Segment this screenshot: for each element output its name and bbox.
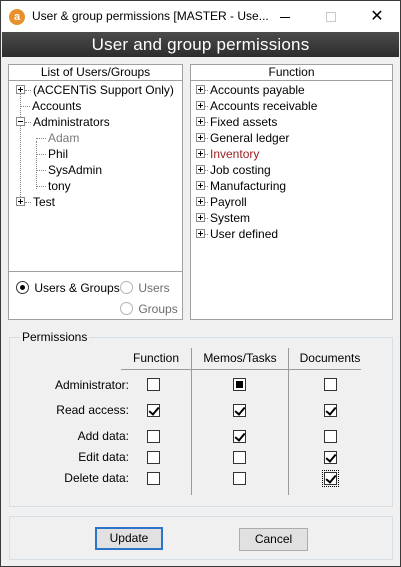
checkbox-delete-memos[interactable] — [233, 472, 246, 485]
tree-node-label: tony — [48, 179, 71, 193]
function-job-costing[interactable]: Job costing — [196, 162, 271, 178]
filter-radio-area — [9, 271, 182, 319]
expand-plus-icon[interactable] — [196, 229, 205, 238]
tree-node-label: SysAdmin — [48, 163, 103, 177]
checkbox-add-function[interactable] — [147, 430, 160, 443]
function-manufacturing[interactable]: Manufacturing — [196, 178, 286, 194]
expand-plus-icon[interactable] — [196, 181, 205, 190]
function-tree — [191, 81, 392, 319]
row-label-delete-data: Delete data: — [64, 471, 129, 485]
checkbox-read-memos[interactable] — [233, 404, 246, 417]
row-label-administrator: Administrator: — [54, 378, 129, 392]
function-payroll[interactable]: Payroll — [196, 194, 247, 210]
tree-node-label: Adam — [48, 131, 80, 145]
function-accounts-receivable[interactable]: Accounts receivable — [196, 98, 317, 114]
expand-plus-icon[interactable] — [196, 133, 205, 142]
expand-plus-icon[interactable] — [196, 165, 205, 174]
radio-label: Users — [138, 281, 170, 295]
tree-node-administrators[interactable] — [16, 114, 110, 130]
row-label-read-access: Read access: — [56, 403, 129, 417]
permissions-group-title: Permissions — [22, 330, 88, 344]
function-system[interactable]: System — [196, 210, 250, 226]
tree-node-label: Phil — [48, 147, 69, 161]
radio-unselected-icon[interactable] — [120, 302, 133, 315]
users-groups-heading: List of Users/Groups — [9, 65, 182, 81]
function-panel — [190, 64, 393, 320]
checkbox-administrator-function[interactable] — [147, 378, 160, 391]
radio-groups[interactable] — [120, 302, 178, 316]
checkbox-edit-function[interactable] — [147, 451, 160, 464]
radio-unselected-icon[interactable] — [120, 281, 133, 294]
users-tree — [9, 81, 182, 281]
column-header-memos-tasks: Memos/Tasks — [203, 351, 277, 365]
checkbox-edit-documents[interactable] — [324, 451, 337, 464]
checkbox-read-function[interactable] — [147, 404, 160, 417]
column-divider — [191, 348, 192, 495]
radio-users-groups[interactable] — [16, 281, 120, 295]
radio-label: Groups — [138, 302, 178, 316]
minimize-icon — [280, 17, 290, 18]
row-label-edit-data: Edit data: — [78, 450, 129, 464]
row-label-add-data: Add data: — [77, 429, 129, 443]
tree-node-sysadmin[interactable] — [36, 162, 102, 178]
function-accounts-payable[interactable]: Accounts payable — [196, 82, 305, 98]
radio-label: Users & Groups — [34, 281, 120, 295]
users-groups-panel — [8, 64, 183, 320]
radio-users[interactable] — [120, 281, 170, 295]
tree-node-accentis-support[interactable] — [16, 82, 174, 98]
close-icon: ✕ — [370, 8, 384, 25]
minimize-button[interactable] — [262, 1, 308, 32]
column-header-divider — [121, 369, 361, 370]
expand-plus-icon[interactable] — [16, 85, 25, 94]
expand-plus-icon[interactable] — [196, 149, 205, 158]
cancel-button[interactable]: Cancel — [239, 528, 308, 551]
tree-node-test[interactable] — [16, 194, 55, 210]
function-heading: Function — [191, 65, 392, 81]
column-header-documents: Documents — [299, 351, 361, 365]
radio-selected-icon[interactable] — [16, 281, 29, 294]
function-general-ledger[interactable]: General ledger — [196, 130, 289, 146]
maximize-button — [308, 1, 354, 32]
checkbox-read-documents[interactable] — [324, 404, 337, 417]
tree-node-tony[interactable] — [36, 178, 71, 194]
page-title: User and group permissions — [2, 32, 399, 57]
tree-node-accounts[interactable] — [20, 98, 81, 114]
tree-node-label: Accounts — [32, 99, 82, 113]
maximize-icon — [326, 12, 336, 22]
tree-node-label: Test — [33, 195, 56, 209]
column-header-function: Function — [132, 351, 180, 365]
expand-plus-icon[interactable] — [16, 197, 25, 206]
function-fixed-assets[interactable]: Fixed assets — [196, 114, 277, 130]
checkbox-delete-function[interactable] — [147, 472, 160, 485]
checkbox-administrator-documents[interactable] — [324, 378, 337, 391]
column-divider — [288, 348, 289, 495]
checkbox-add-documents[interactable] — [324, 430, 337, 443]
button-bar — [9, 516, 393, 560]
function-user-defined[interactable]: User defined — [196, 226, 278, 242]
update-button[interactable]: Update — [95, 527, 163, 550]
expand-plus-icon[interactable] — [196, 213, 205, 222]
close-button[interactable] — [354, 1, 400, 32]
tree-node-phil[interactable] — [36, 146, 68, 162]
expand-plus-icon[interactable] — [196, 101, 205, 110]
tree-node-label: (ACCENTiS Support Only) — [33, 83, 174, 97]
tree-node-label: Administrators — [33, 115, 110, 129]
collapse-minus-icon[interactable] — [16, 117, 25, 126]
expand-plus-icon[interactable] — [196, 85, 205, 94]
expand-plus-icon[interactable] — [196, 197, 205, 206]
title-bar[interactable] — [1, 1, 400, 32]
window-title: User & group permissions [MASTER - Use... — [32, 9, 269, 23]
tree-node-adam[interactable] — [36, 130, 79, 146]
expand-plus-icon[interactable] — [196, 117, 205, 126]
checkbox-add-memos[interactable] — [233, 430, 246, 443]
checkbox-edit-memos[interactable] — [233, 451, 246, 464]
app-icon: a — [9, 9, 25, 25]
checkbox-delete-documents[interactable] — [324, 472, 337, 485]
function-inventory[interactable]: Inventory — [196, 146, 259, 162]
checkbox-administrator-memos[interactable] — [233, 378, 246, 391]
